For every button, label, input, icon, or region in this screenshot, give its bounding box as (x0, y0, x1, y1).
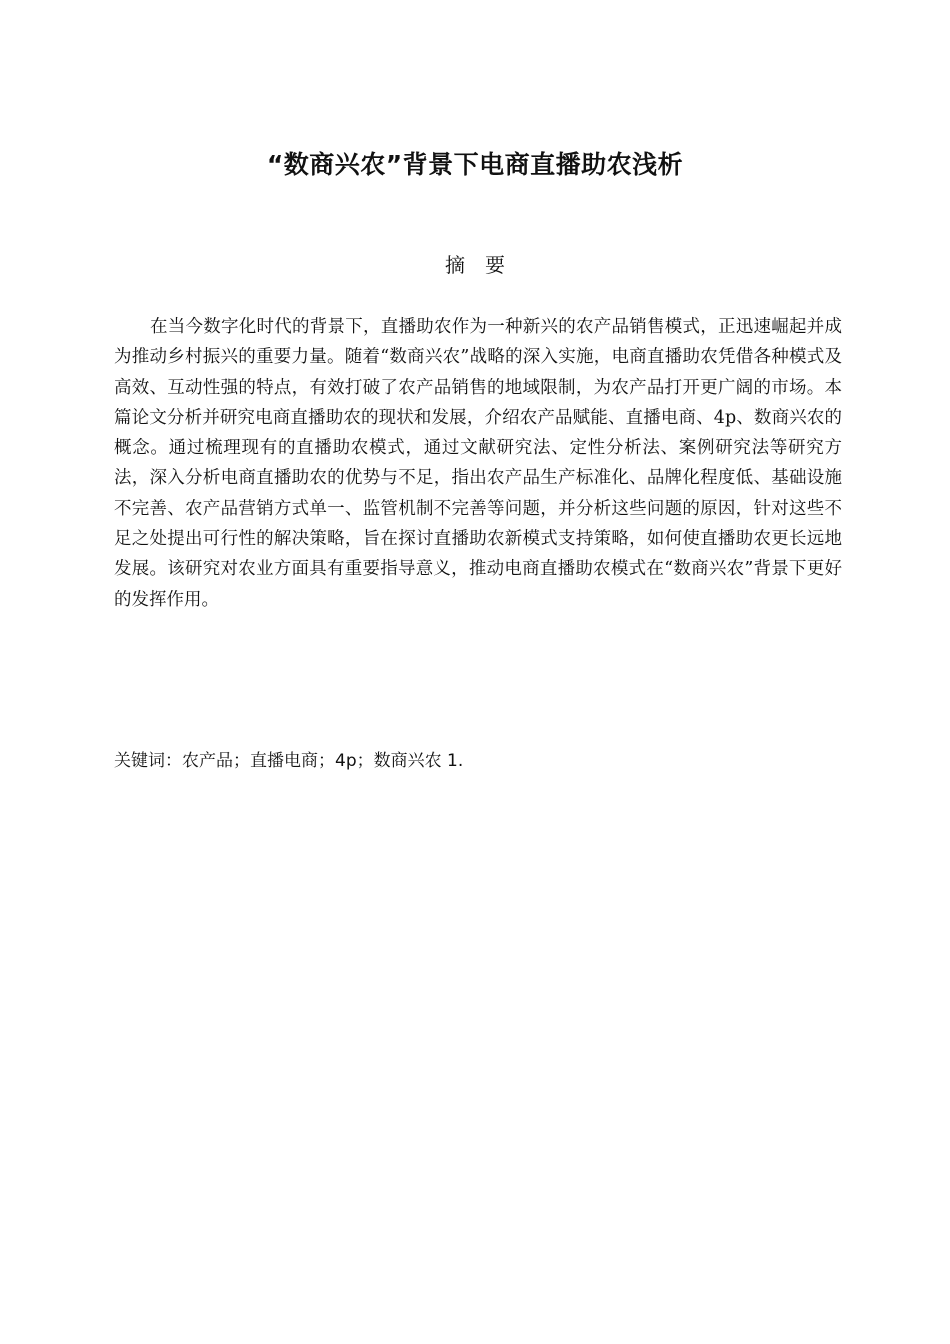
keywords-line: 关键词：农产品；直播电商；4p；数商兴农 1. (114, 751, 464, 771)
paper-title: “数商兴农”背景下电商直播助农浅析 (266, 150, 684, 179)
abstract-heading: 摘要 (445, 253, 525, 277)
abstract-paragraph: 在当今数字化时代的背景下，直播助农作为一种新兴的农产品销售模式，正迅速崛起并成为推动乡村振兴的重要力量。随着“数商兴农”战略的深入实施，电商直播助农凭借各种模式及高效、互动性强的特点，有效打破了农产品销售的地域限制，为农产品打开更广阔的市场。本篇论文分析并研究电商直播助农的现状和发展，介绍农产品赋能、直播电商、4p、数商兴农的概念。通过梳理现有的直播助农模式，通过文献研究法、定性分析法、案例研究法等研究方法，深入分析电商直播助农的优势与不足，指出农产品生产标准化、品牌化程度低、基础设施不完善、农产品营销方式单一、监管机制不完善等问题，并分析这些问题的原因，针对这些不足之处提出可行性的解决策略，旨在探讨直播助农新模式支持策略，如何使直播助农更长远地发展。该研究对农业方面具有重要指导意义，推动电商直播助农模式在“数商兴农”背景下更好的发挥作用。 (114, 317, 842, 610)
